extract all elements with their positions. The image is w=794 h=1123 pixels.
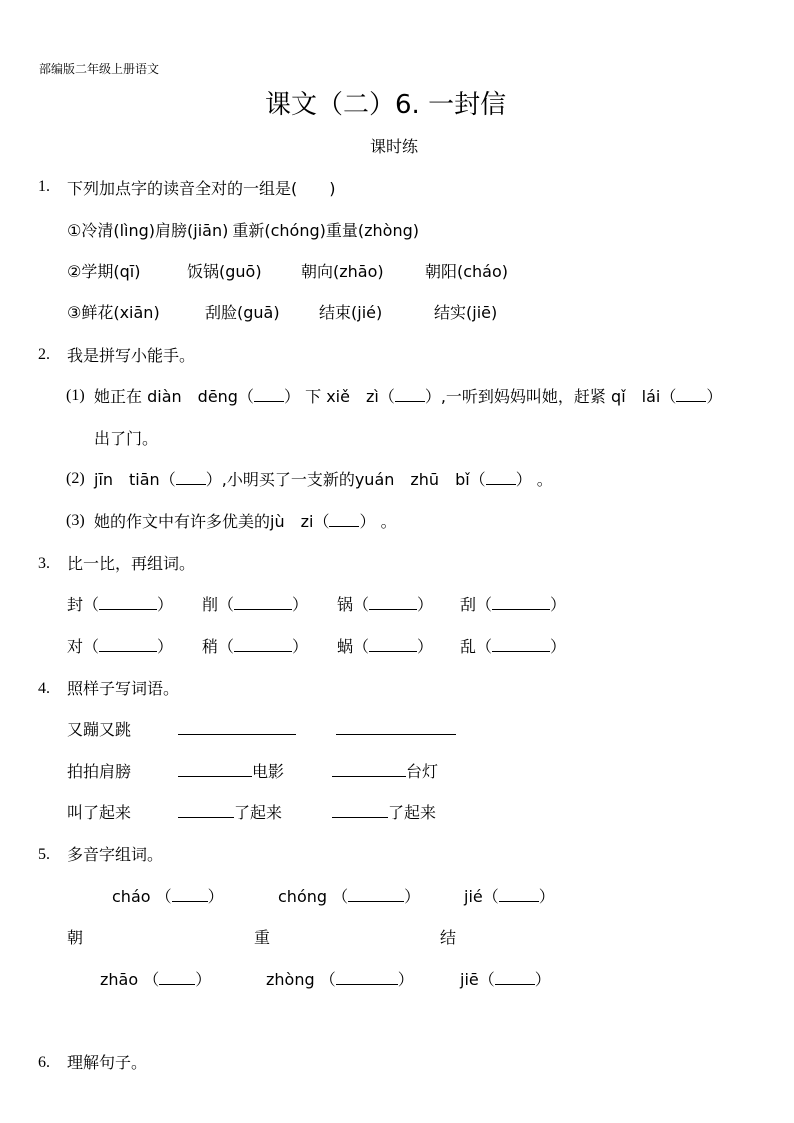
compare-item: 封（ ）: [67, 595, 174, 614]
option-item: 朝阳(cháo): [425, 262, 509, 281]
q5-top-3: jié（ ）: [464, 887, 555, 906]
sentence-text: 她的作文中有许多优美的: [94, 512, 271, 531]
compare-item: 对（ ）: [67, 637, 174, 656]
option-item: 重量(zhòng): [325, 221, 419, 240]
q2-sub2-number: (2): [66, 470, 85, 487]
q5-number: 5.: [38, 846, 50, 863]
q5-char-2: 重: [254, 928, 271, 947]
compare-item: 蜗（ ）: [337, 637, 434, 656]
source-label: 部编版二年级上册语文: [39, 62, 160, 76]
option-item: 结实(jiē): [434, 303, 498, 322]
q5-bottom-3: jiē（ ）: [460, 970, 551, 989]
pinyin: jiē: [460, 970, 479, 989]
q2-sub1-continuation: 出了门。: [94, 429, 159, 448]
q4-row2-item-1: 电影: [178, 759, 284, 782]
answer-blank[interactable]: [254, 387, 284, 402]
q4-blank[interactable]: [178, 734, 296, 735]
pinyin: zhāo: [100, 970, 139, 989]
answer-blank[interactable]: [492, 637, 550, 652]
q5-top-2: chóng （ ）: [278, 887, 421, 906]
compare-item: 乱（ ）: [460, 637, 567, 656]
q1-option-3: [67, 300, 497, 323]
q2-sub3-line: 她的作文中有许多优美的jù zi（ ） 。: [94, 512, 397, 531]
q3-row-2: [67, 634, 566, 657]
answer-blank[interactable]: [492, 595, 550, 610]
compare-item: 削（ ）: [202, 595, 309, 614]
pinyin: jù zi: [270, 512, 314, 531]
answer-blank[interactable]: [178, 803, 234, 818]
q4-row3-item-2: 了起来: [332, 800, 436, 823]
pinyin: zhòng: [266, 970, 315, 989]
answer-blank[interactable]: [676, 387, 706, 402]
option-item: 饭锅(guō): [187, 262, 262, 281]
answer-blank[interactable]: [348, 887, 404, 902]
pinyin: diàn dēng: [147, 387, 238, 406]
answer-blank[interactable]: [172, 887, 208, 902]
answer-blank[interactable]: [332, 803, 388, 818]
q2-number: 2.: [38, 346, 50, 363]
q2-sub2-line: jīn tiān（ ）,小明买了一支新的yuán zhū bǐ（ ） 。: [94, 470, 553, 489]
answer-blank[interactable]: [336, 970, 398, 985]
q5-bottom-2: zhòng （ ）: [266, 970, 414, 989]
q3-stem: 比一比，再组词。: [67, 554, 196, 573]
answer-blank[interactable]: [395, 387, 425, 402]
q4-row2-item-2: 台灯: [332, 759, 438, 782]
q5-top-1: cháo （ ）: [112, 887, 224, 906]
answer-blank[interactable]: [234, 595, 292, 610]
q1-stem: 下列加点字的读音全对的一组是( ): [67, 179, 336, 198]
option-item: 刮脸(guā): [205, 303, 280, 322]
q3-number: 3.: [38, 555, 50, 572]
option-item: 肩膀(jiān): [155, 221, 229, 240]
sentence-text: ,小明买了一支新的: [221, 470, 355, 489]
q1-number: 1.: [38, 178, 50, 195]
option-item: 朝向(zhāo): [301, 262, 384, 281]
sentence-end: 。: [380, 512, 397, 531]
answer-blank[interactable]: [99, 595, 157, 610]
q2-sub1-line: 她正在 diàn dēng（ ） 下 xiě zì（ ）,一听到妈妈叫她，赶紧 qǐ lái（ ）: [94, 387, 723, 406]
pinyin: yuán zhū bǐ: [354, 470, 470, 489]
q6-stem: 理解句子。: [67, 1053, 148, 1072]
q5-char-1: 朝: [67, 928, 84, 947]
q5-stem: 多音字组词。: [67, 845, 164, 864]
answer-blank[interactable]: [486, 470, 516, 485]
q4-blank[interactable]: [336, 734, 456, 735]
answer-blank[interactable]: [234, 637, 292, 652]
compare-item: 锅（ ）: [337, 595, 434, 614]
compare-item: 稍（ ）: [202, 637, 309, 656]
pinyin: xiě zì: [326, 387, 379, 406]
compare-item: 刮（ ）: [460, 595, 567, 614]
q4-row3-item-1: 了起来: [178, 800, 282, 823]
answer-blank[interactable]: [369, 595, 417, 610]
pinyin: chóng: [278, 887, 328, 906]
q4-number: 4.: [38, 680, 50, 697]
answer-blank[interactable]: [369, 637, 417, 652]
answer-blank[interactable]: [329, 512, 359, 527]
q4-example-2: 拍拍肩膀: [67, 762, 132, 781]
q4-example-1: 又蹦又跳: [67, 720, 132, 739]
q1-option-1: [67, 218, 419, 241]
option-item: ②学期(qī): [67, 262, 141, 281]
pinyin: jié: [464, 887, 483, 906]
answer-blank[interactable]: [159, 970, 195, 985]
option-item: 结束(jié): [319, 303, 383, 322]
page-subtitle: 课时练: [370, 137, 419, 156]
pinyin: qǐ lái: [611, 387, 661, 406]
answer-blank[interactable]: [176, 470, 206, 485]
pinyin: cháo: [112, 887, 151, 906]
q5-char-3: 结: [440, 928, 457, 947]
q4-stem: 照样子写词语。: [67, 679, 180, 698]
q2-sub3-number: (3): [66, 512, 85, 529]
q4-example-3: 叫了起来: [67, 803, 132, 822]
answer-blank[interactable]: [499, 887, 539, 902]
option-item: 重新(chóng): [232, 221, 326, 240]
q3-row-1: [67, 592, 566, 615]
sentence-text: ,一听到妈妈叫她，赶紧: [440, 387, 606, 406]
option-item: ③鲜花(xiān): [67, 303, 160, 322]
option-item: ①冷清(lìng): [67, 221, 156, 240]
sentence-text: 下: [305, 387, 322, 406]
answer-blank[interactable]: [99, 637, 157, 652]
answer-blank[interactable]: [495, 970, 535, 985]
q5-bottom-1: zhāo （ ）: [100, 970, 212, 989]
pinyin: jīn tiān: [94, 470, 160, 489]
answer-blank[interactable]: [332, 762, 406, 777]
page-title: 课文（二）6. 一封信: [265, 90, 507, 120]
q2-stem: 我是拼写小能手。: [67, 346, 196, 365]
sentence-end: 。: [536, 470, 553, 489]
q1-option-2: [67, 259, 508, 282]
q2-sub1-number: (1): [66, 387, 85, 404]
q6-number: 6.: [38, 1054, 50, 1071]
sentence-text: 她正在: [94, 387, 143, 406]
answer-blank[interactable]: [178, 762, 252, 777]
